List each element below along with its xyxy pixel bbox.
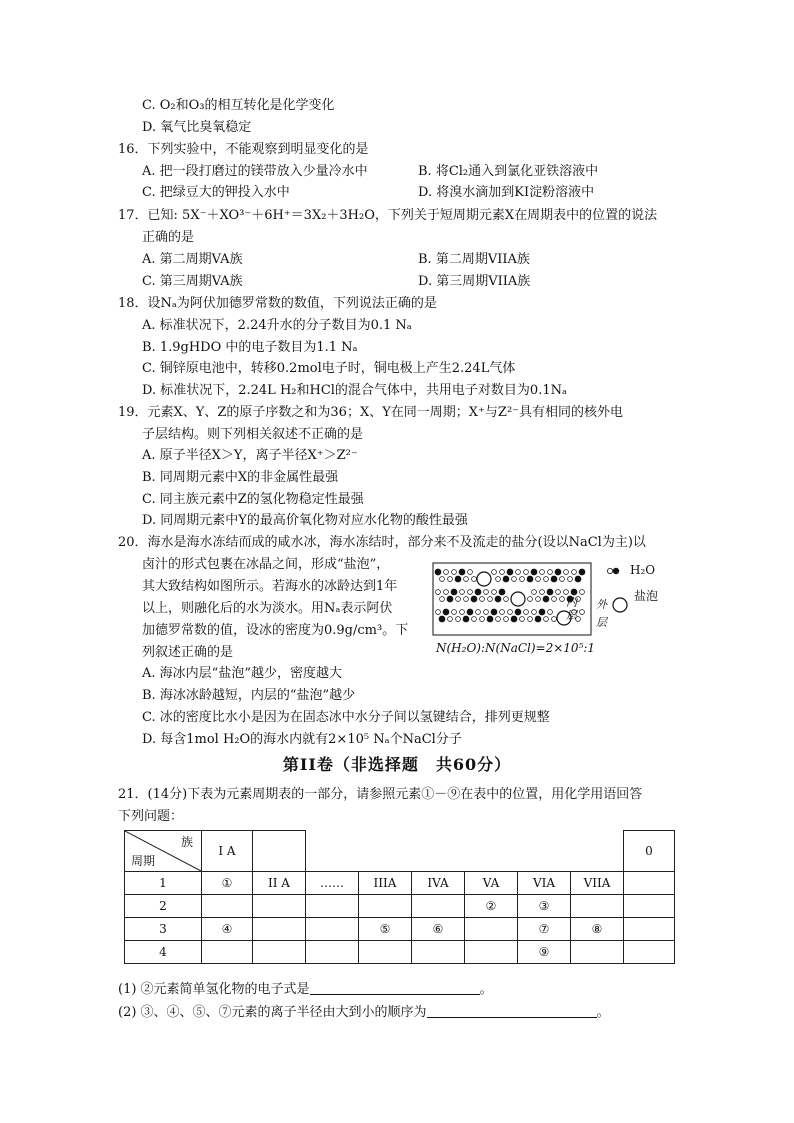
- hydrogen-atom: [548, 610, 553, 615]
- hydrogen-atom: [504, 617, 509, 622]
- header-group-15: VA: [465, 872, 518, 895]
- cell: ⑥: [412, 918, 465, 941]
- cell: ④: [202, 918, 253, 941]
- hydrogen-atom: [488, 597, 493, 602]
- q20-line-5: 加德罗常数的值，设冰的密度为0.9g/cm³。下: [142, 623, 409, 638]
- hydrogen-atom: [560, 577, 565, 582]
- hydrogen-atom: [496, 617, 501, 622]
- q15-option-c: C. O₂和O₃的相互转化是化学变化: [142, 98, 335, 113]
- q19-stem: 19．元素X、Y、Z的原子序数之和为36；X、Y在同一周期；X⁺与Z²⁻具有相同的核外电: [118, 405, 624, 420]
- q20-line-2: 卤汁的形式包裹在冰晶之间，形成“盐泡”，: [142, 557, 390, 572]
- oxygen-atom: [507, 569, 513, 575]
- hydrogen-atom: [436, 610, 441, 615]
- hydrogen-atom: [544, 617, 549, 622]
- oxygen-atom: [515, 609, 521, 615]
- oxygen-atom: [579, 569, 585, 575]
- hydrogen-atom: [552, 617, 557, 622]
- sea-ice-diagram: [432, 560, 682, 660]
- table-corner: [125, 831, 202, 872]
- hydrogen-atom: [552, 597, 557, 602]
- hydrogen-atom: [460, 610, 465, 615]
- q20-option-a: A. 海冰内层“盐泡”越少，密度越大: [142, 666, 342, 681]
- hydrogen-atom: [516, 570, 521, 575]
- inner-layer-label: 内层: [566, 596, 577, 622]
- cell: [306, 918, 359, 941]
- hydrogen-atom: [484, 590, 489, 595]
- cell: ③: [518, 895, 571, 918]
- section-title: 第II卷（非选择题 共60分）: [282, 755, 512, 774]
- header-group-16: VIA: [518, 872, 571, 895]
- hydrogen-atom: [536, 597, 541, 602]
- hydrogen-atom: [572, 570, 577, 575]
- hydrogen-atom: [484, 610, 489, 615]
- q19-option-c: C. 同主族元素中Z的氢化物稳定性最强: [142, 492, 364, 507]
- corner-period-label: 周期: [131, 854, 156, 868]
- cell: ⑧: [571, 918, 624, 941]
- period-label: 4: [125, 941, 202, 964]
- q15-option-d: D. 氧气比臭氧稳定: [142, 120, 252, 135]
- cell: [412, 895, 465, 918]
- header-group-13: IIIA: [359, 872, 412, 895]
- salt-bubble-legend-icon: [613, 598, 627, 612]
- answer-blank-2[interactable]: [427, 1003, 597, 1018]
- q16-stem: 16．下列实验中，不能观察到明显变化的是: [118, 142, 369, 157]
- cell: ②: [465, 895, 518, 918]
- q17-option-d: D. 第三周期VIIA族: [418, 274, 531, 289]
- q20-line-4: 以上，则融化后的水为淡水。用Nₐ表示阿伏: [142, 601, 393, 616]
- hydrogen-atom: [520, 577, 525, 582]
- hydrogen-atom: [440, 597, 445, 602]
- header-ellipsis: ……: [306, 872, 359, 895]
- q17-option-a: A. 第二周期VA族: [142, 252, 243, 267]
- cell: [253, 918, 306, 941]
- oxygen-atom: [527, 576, 533, 582]
- hydrogen-atom: [456, 597, 461, 602]
- hydrogen-atom: [536, 577, 541, 582]
- oxygen-atom: [435, 569, 441, 575]
- oxygen-atom: [543, 596, 549, 602]
- cell: [359, 941, 412, 964]
- cell: ①: [202, 872, 253, 895]
- hydrogen-atom: [480, 597, 485, 602]
- hydrogen-atom: [452, 610, 457, 615]
- hydrogen-atom: [464, 577, 469, 582]
- cell: [571, 895, 624, 918]
- q16-option-b: B. 将Cl₂通入到氯化亚铁溶液中: [418, 164, 599, 179]
- hydrogen-atom: [564, 590, 569, 595]
- q20-option-b: B. 海冰冰龄越短，内层的“盐泡”越少: [142, 688, 356, 703]
- hydrogen-atom: [580, 590, 585, 595]
- cell: [465, 918, 518, 941]
- hydrogen-atom: [548, 570, 553, 575]
- oxygen-atom: [551, 576, 557, 582]
- hydrogen-atom: [500, 570, 505, 575]
- cell: [306, 941, 359, 964]
- legend-salt-label: 盐泡: [634, 589, 659, 603]
- hydrogen-atom: [448, 577, 453, 582]
- oxygen-atom: [475, 589, 481, 595]
- hydrogen-atom: [540, 590, 545, 595]
- cell: [412, 941, 465, 964]
- q18-option-b: B. 1.9gHDO 中的电子数目为1.1 Nₐ: [142, 340, 358, 355]
- q18-stem: 18．设Nₐ为阿伏加德罗常数的数值，下列说法正确的是: [118, 296, 437, 311]
- oxygen-atom: [463, 616, 469, 622]
- salt-bubble-1: [477, 572, 491, 586]
- hydrogen-atom: [472, 577, 477, 582]
- oxygen-atom: [471, 596, 477, 602]
- hydrogen-atom: [568, 577, 573, 582]
- cell: [624, 941, 675, 964]
- header-group-2: II A: [253, 872, 306, 895]
- q19-option-b: B. 同周期元素中X的非金属性最强: [142, 470, 339, 485]
- hydrogen-atom: [540, 570, 545, 575]
- cell: [624, 918, 675, 941]
- hydrogen-atom: [468, 590, 473, 595]
- hydrogen-atom: [524, 610, 529, 615]
- answer-blank-1[interactable]: [310, 980, 480, 995]
- hydrogen-atom: [544, 577, 549, 582]
- q21-stem-cont: 下列问题：: [118, 809, 184, 824]
- header-group-14: IVA: [412, 872, 465, 895]
- oxygen-atom: [487, 616, 493, 622]
- hydrogen-atom: [476, 610, 481, 615]
- oxygen-atom: [555, 569, 561, 575]
- hydrogen-atom: [508, 610, 513, 615]
- hydrogen-atom: [532, 590, 537, 595]
- period-label: 2: [125, 895, 202, 918]
- hydrogen-atom: [528, 597, 533, 602]
- oxygen-atom: [447, 596, 453, 602]
- cell: [571, 941, 624, 964]
- hydrogen-atom: [444, 570, 449, 575]
- q17-stem-cont: 正确的是: [142, 230, 195, 245]
- cell: [624, 872, 675, 895]
- q19-option-a: A. 原子半径X＞Y，离子半径X⁺＞Z²⁻: [142, 448, 358, 463]
- hydrogen-atom: [444, 590, 449, 595]
- hydrogen-atom: [468, 570, 473, 575]
- cell: ⑤: [359, 918, 412, 941]
- hydrogen-atom: [524, 570, 529, 575]
- q16-option-c: C. 把绿豆大的钾投入水中: [142, 185, 290, 200]
- hydrogen-atom: [460, 590, 465, 595]
- q20-line-3: 其大致结构如图所示。若海水的冰龄达到1年: [142, 579, 398, 594]
- hydrogen-atom: [564, 570, 569, 575]
- hydrogen-atom: [480, 617, 485, 622]
- outer-layer-label: 外层: [596, 598, 607, 629]
- q17-option-c: C. 第三周期VA族: [142, 274, 243, 289]
- hydrogen-atom: [440, 577, 445, 582]
- cell: [624, 895, 675, 918]
- cell: [359, 895, 412, 918]
- oxygen-atom: [575, 576, 581, 582]
- cell: [253, 941, 306, 964]
- oxygen-atom: [535, 616, 541, 622]
- cell: [202, 895, 253, 918]
- oxygen-atom: [547, 589, 553, 595]
- hydrogen-atom: [532, 610, 537, 615]
- q17-option-b: B. 第二周期VIIA族: [418, 252, 530, 267]
- oxygen-atom: [503, 576, 509, 582]
- hydrogen-atom: [464, 597, 469, 602]
- hydrogen-atom: [436, 590, 441, 595]
- hydrogen-atom: [456, 617, 461, 622]
- h2o-legend-icon-o: [613, 568, 619, 574]
- header-group-1: I A: [202, 831, 253, 872]
- q21-sub1: (1) ②元素简单氢化物的电子式是 。: [118, 982, 493, 997]
- cell: [202, 941, 253, 964]
- cell: ⑦: [518, 918, 571, 941]
- hydrogen-atom: [500, 610, 505, 615]
- oxygen-atom: [511, 616, 517, 622]
- cell: [306, 895, 359, 918]
- hydrogen-atom: [504, 597, 509, 602]
- oxygen-atom: [455, 576, 461, 582]
- q20-option-c: C. 冰的密度比水小是因为在固态冰中水分子间以氢键结合，排列更规整: [142, 710, 550, 725]
- hydrogen-atom: [528, 617, 533, 622]
- hydrogen-atom: [492, 570, 497, 575]
- oxygen-atom: [571, 589, 577, 595]
- oxygen-atom: [499, 589, 505, 595]
- corner-group-label: 族: [180, 835, 193, 849]
- ratio-caption: N(H₂O):N(NaCl)=2×10⁵:1: [436, 641, 596, 655]
- q20-option-d: D. 每含1mol H₂O的海水内就有2×10⁵ Nₐ个NaCl分子: [142, 732, 462, 747]
- cell: [465, 941, 518, 964]
- period-label: 3: [125, 918, 202, 941]
- salt-bubble-2: [511, 592, 525, 606]
- header-group-17: VIIA: [571, 872, 624, 895]
- q17-stem: 17．已知: 5X⁻＋XO³⁻＋6H⁺＝3X₂＋3H₂O，下列关于短周期元素X在周期表中的位置的说法: [118, 208, 658, 223]
- oxygen-atom: [443, 609, 449, 615]
- q19-stem-cont: 子层结构。则下列相关叙述不正确的是: [142, 427, 364, 442]
- q19-option-d: D. 同周期元素中Y的最高价氧化物对应水化物的酸性最强: [142, 513, 468, 528]
- hydrogen-atom: [452, 570, 457, 575]
- q20-line-6: 列叙述正确的是: [142, 645, 234, 660]
- q18-option-a: A. 标准状况下，2.24升水的分子数目为0.1 Nₐ: [142, 318, 412, 333]
- oxygen-atom: [531, 569, 537, 575]
- q18-option-c: C. 铜锌原电池中，转移0.2mol电子时，铜电极上产生2.24L气体: [142, 361, 516, 376]
- q21-sub2: (2) ③、④、⑤、⑦元素的离子半径由大到小的顺序为 。: [118, 1005, 610, 1020]
- periodic-table: [124, 830, 675, 964]
- hydrogen-atom: [556, 590, 561, 595]
- oxygen-atom: [491, 609, 497, 615]
- oxygen-atom: [439, 616, 445, 622]
- hydrogen-atom: [560, 597, 565, 602]
- hydrogen-atom: [520, 617, 525, 622]
- header-gap: [306, 831, 624, 872]
- q21-stem: 21．(14分)下表为元素周期表的一部分，请参照元素①－⑨在表中的位置，用化学用语回答: [118, 787, 643, 802]
- hydrogen-atom: [496, 577, 501, 582]
- cell: [253, 895, 306, 918]
- h2o-legend-icon-h: [607, 568, 612, 573]
- oxygen-atom: [459, 569, 465, 575]
- hydrogen-atom: [448, 617, 453, 622]
- period-label: 1: [125, 872, 202, 895]
- oxygen-atom: [467, 609, 473, 615]
- header-group-0: 0: [624, 831, 675, 872]
- q16-option-d: D. 将溴水滴加到KI淀粉溶液中: [418, 185, 595, 200]
- oxygen-atom: [451, 589, 457, 595]
- legend-water-label: H₂O: [630, 563, 656, 577]
- q16-option-a: A. 把一段打磨过的镁带放入少量冷水中: [142, 164, 368, 179]
- oxygen-atom: [495, 596, 501, 602]
- q18-option-d: D. 标准状况下，2.24L H₂和HCl的混合气体中，共用电子对数目为0.1Nₐ: [142, 383, 567, 398]
- hydrogen-atom: [472, 617, 477, 622]
- q20-line-1: 20．海水是海水冻结而成的咸水冰，海水冻结时，部分来不及流走的盐分(设以NaCl为主)以: [118, 535, 646, 550]
- hydrogen-atom: [492, 590, 497, 595]
- hydrogen-atom: [512, 577, 517, 582]
- oxygen-atom: [539, 609, 545, 615]
- header-empty-2: [253, 831, 306, 872]
- cell: ⑨: [518, 941, 571, 964]
